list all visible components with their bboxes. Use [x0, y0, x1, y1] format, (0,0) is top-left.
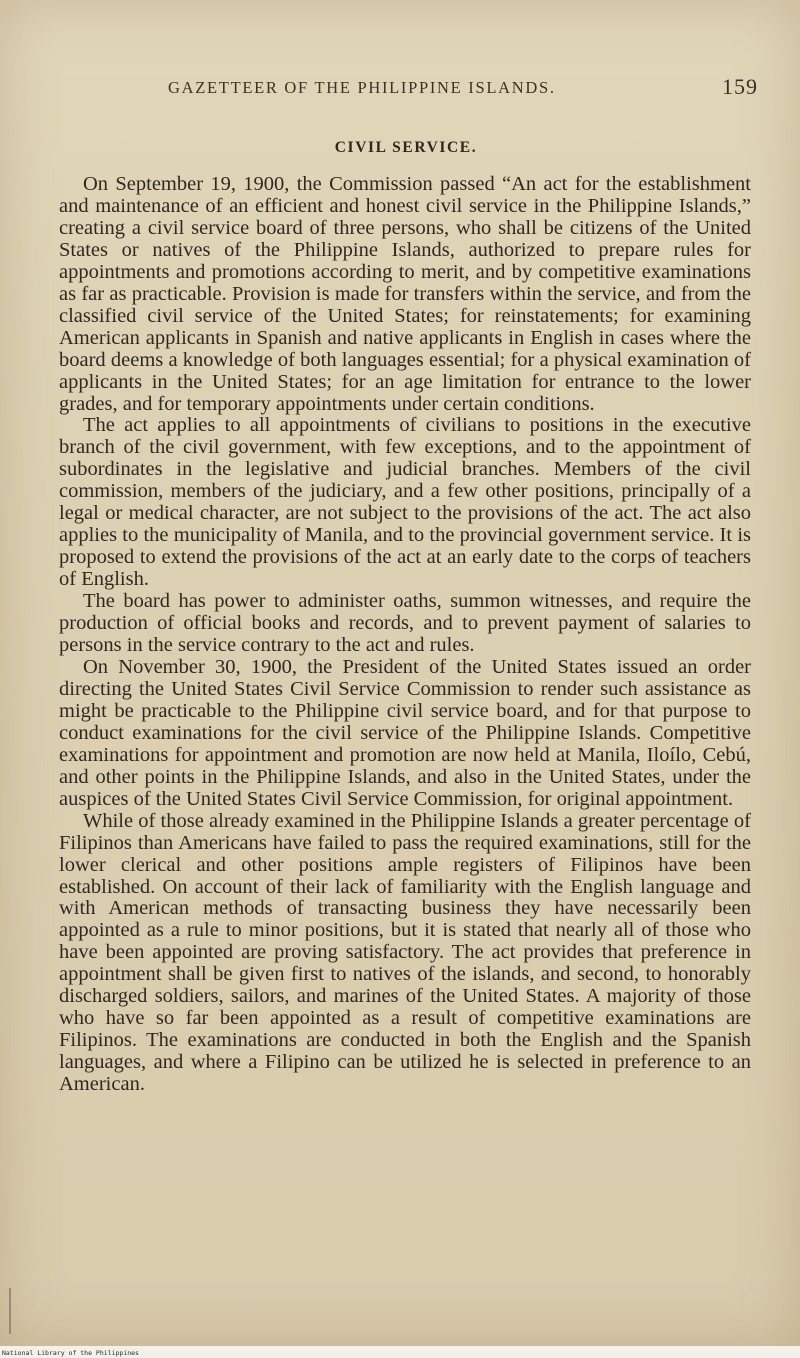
section-title: CIVIL SERVICE. [334, 139, 478, 156]
body-text [59, 174, 751, 1096]
paragraph-1: On September 19, 1900, the Commission passed “An act for the establishment and maintenance of an efficient and honest civil service in the Philippine Islands,” creating a civil service board of three persons, who shall be citizens of the United States or natives of the Philippine Islands, authorized to prepare rules for appointments and promotions according to merit, and by competitive examinations as far as practicable. Provision is made for transfers within the service, and from the classified civil service of the United States; for reinstatements; for examining American applicants in Spanish and native applicants in English in cases where the board deems a knowledge of both languages essential; for a physical examination of applicants in the United States; for an age limitation for entrance to the lower grades, and for temporary appointments under certain conditions. [59, 173, 751, 415]
paragraph-3: The board has power to administer oaths, summon witnesses, and require the production of official books and records, and to prevent payment of salaries to persons in the service contrary to the act and rules. [59, 590, 751, 657]
footer-credit: National Library of the Philippines [2, 1349, 139, 1357]
page-number: 159 [722, 74, 758, 99]
running-head [168, 74, 758, 98]
paragraph-5: While of those already examined in the Philippine Islands a greater percentage of Filipinos than Americans have failed to pass the required examinations, still for the lower clerical and other positions ample registers of Filipinos have been established. On account of their lack of familiarity with the English language and with American methods of transacting business they have necessarily been appointed as a rule to minor positions, but it is stated that nearly all of those who have been appointed are proving satisfactory. The act provides that preference in appointment shall be given first to natives of the islands, and second, to honorably discharged soldiers, sailors, and marines of the United States. A majority of those who have so far been appointed as a result of competitive examinations are Filipinos. The examinations are conducted in both the English and the Spanish languages, and where a Filipino can be utilized he is selected in preference to an American. [59, 809, 751, 1096]
running-title: GAZETTEER OF THE PHILIPPINE ISLANDS. [168, 78, 556, 97]
paragraph-4: On November 30, 1900, the President of the United States issued an order directing the United States Civil Service Commission to render such assistance as might be practicable to the Philippine civil service board, and for that purpose to conduct examinations for the civil service of the Philippine Islands. Competitive examinations for appointment and promotion are now held at Manila, Iloílo, Cebú, and other points in the Philippine Islands, and also in the United States, under the auspices of the United States Civil Service Commission, for original appointment. [59, 655, 751, 810]
margin-mark [9, 1288, 11, 1334]
paragraph-2: The act applies to all appointments of civilians to positions in the executive branch of the civil government, with few exceptions, and to the appointment of subordinates in the legislative and judicial branches. Members of the civil commission, members of the judiciary, and a few other positions, principally of a legal or medical character, are not subject to the provisions of the act. The act also applies to the municipality of Manila, and to the provincial government service. It is proposed to extend the provisions of the act at an early date to the corps of teachers of English. [59, 414, 751, 591]
